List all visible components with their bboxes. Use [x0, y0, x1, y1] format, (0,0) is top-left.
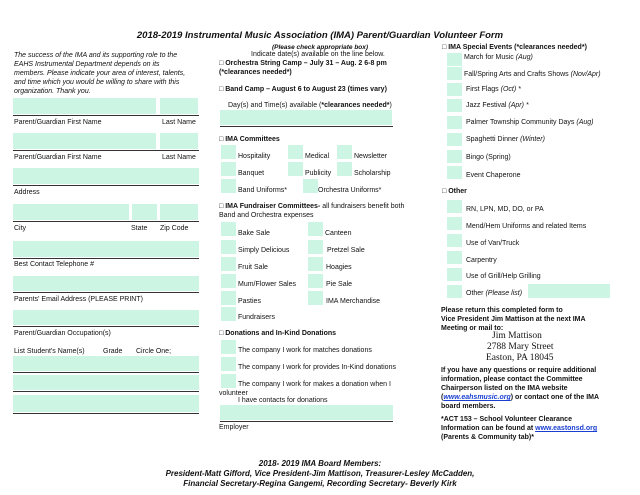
last-name-1-input[interactable] [160, 98, 198, 114]
student-3-input[interactable] [13, 395, 199, 412]
zip-label: Zip Code [160, 225, 189, 232]
bake-sale-input[interactable] [221, 222, 236, 236]
phone-input[interactable] [13, 241, 199, 257]
divider [13, 326, 199, 327]
first-name-label: Parent/Guardian First Name [14, 154, 102, 161]
simply-delicious-input[interactable] [221, 240, 236, 254]
act-text: (Parents & Community tab)* [441, 434, 534, 441]
pasties-input[interactable] [221, 291, 236, 305]
donation-volunteer: The company I work for makes a donation when I [238, 381, 391, 388]
fundraiser-pretzel-sale: Pretzel Sale [327, 247, 365, 254]
other-grill: Use of Grill/Help Grilling [466, 273, 541, 280]
event-palmer-days: Palmer Township Community Days (Aug) [466, 119, 594, 126]
dates-intro: Indicate date(s) available on the line below. [251, 51, 385, 58]
fundraiser-pie-sale: Pie Sale [326, 281, 353, 288]
form-subtitle: (Please check appropriate box) [271, 44, 369, 51]
donation-inkind: The company I work for provides In-Kind donations [238, 364, 396, 371]
first-name-label: Parent/Guardian First Name [14, 119, 102, 126]
occupation-input[interactable] [13, 310, 199, 325]
return-text: Please return this completed form to [441, 307, 563, 314]
address-label: Address [14, 189, 40, 196]
last-name-label: Last Name [162, 154, 196, 161]
checkbox-icon: □ [442, 188, 447, 195]
divider [13, 292, 199, 293]
orchestra-camp-option[interactable]: □ Orchestra String Camp – July 31 – Aug. 2 6-8 pm [219, 60, 387, 67]
mail-street: 2788 Mary Street [487, 342, 554, 352]
orchestra-uniforms-input[interactable] [303, 179, 318, 193]
band-times-input[interactable] [220, 110, 392, 125]
bingo-input[interactable] [447, 150, 462, 163]
address-input[interactable] [13, 168, 199, 184]
donation-volunteer-cont: volunteer [219, 390, 248, 397]
donation-volunteer-input[interactable] [221, 374, 236, 388]
committee-banquet: Banquet [238, 170, 265, 177]
special-events-header: □ IMA Special Events (*clearances needed*) [442, 44, 587, 51]
committee-orchestra-uniforms: Orchestra Uniforms* [318, 187, 382, 194]
eastonsd-link[interactable]: www.eastonsd.org [535, 425, 598, 432]
band-camp-option[interactable]: □ Band Camp – August 6 to August 23 (times vary) [219, 86, 387, 93]
mail-city: Easton, PA 18045 [486, 353, 554, 363]
committee-medical: Medical [305, 153, 330, 160]
mum-flower-input[interactable] [221, 274, 236, 288]
march-music-input[interactable] [447, 53, 462, 66]
board-line-2: Financial Secretary-Regina Gangemi, Recording Secretary- Beverly Kirk [183, 479, 457, 488]
occupation-label: Parent/Guardian Occupation(s) [14, 330, 111, 337]
employer-label: Employer [219, 424, 249, 431]
act-text-line: Information can be found at www.eastonsd.org [441, 425, 598, 432]
orchestra-camp-note: (*clearances needed*) [219, 69, 292, 76]
van-truck-input[interactable] [447, 234, 462, 247]
divider [220, 421, 393, 422]
other-carpentry: Carpentry [466, 257, 497, 264]
donation-contacts: I have contacts for donations [238, 397, 328, 404]
return-text: Meeting or mail to: [441, 325, 504, 332]
fundraiser-canteen: Canteen [325, 230, 352, 237]
fundraiser-ima-merch: IMA Merchandise [326, 298, 381, 305]
committees-header: □ IMA Committees [219, 136, 280, 143]
committee-band-uniforms: Band Uniforms* [238, 187, 288, 194]
other-medical-pro: RN, LPN, MD, DO, or PA [466, 206, 544, 213]
questions-text: If you have any questions or require additional [441, 367, 597, 374]
intro-line: and time which you would be willing to share with this [14, 79, 180, 86]
board-header: 2018- 2019 IMA Board Members: [258, 459, 382, 468]
pretzel-sale-input[interactable] [308, 240, 323, 254]
fundraiser-note: Band and Orchestra expenses [219, 212, 314, 219]
medical-input[interactable] [288, 145, 303, 159]
event-bingo: Bingo (Spring) [466, 154, 511, 161]
donation-match-input[interactable] [221, 340, 236, 354]
intro-line: members. Please indicate your area of interest, talents, [14, 70, 186, 77]
checkbox-icon: □ [219, 203, 224, 210]
newsletter-input[interactable] [337, 145, 352, 159]
medical-pro-input[interactable] [447, 200, 462, 213]
grade-label: Grade [103, 348, 123, 355]
fundraiser-mum-flower: Mum/Flower Sales [238, 281, 296, 288]
event-jazz-fest: Jazz Festival (Apr) * [466, 102, 529, 109]
fundraiser-general: Fundraisers [238, 314, 275, 321]
email-input[interactable] [13, 276, 199, 291]
donation-match: The company I work for matches donations [238, 347, 372, 354]
divider [13, 372, 199, 373]
checkbox-icon: □ [442, 44, 447, 51]
act-text: *ACT 153 – School Volunteer Clearance [441, 416, 572, 423]
student-1-input[interactable] [13, 356, 199, 371]
spaghetti-dinner-input[interactable] [447, 133, 462, 146]
board-line-1: President-Matt Gifford, Vice President-Jim Mattison, Treasurer-Lesley McCadden, [165, 469, 475, 478]
canteen-input[interactable] [308, 222, 323, 236]
divider [13, 391, 199, 392]
first-name-1-input[interactable] [13, 98, 156, 114]
divider [13, 115, 199, 116]
event-spaghetti-dinner: Spaghetti Dinner (Winter) [466, 136, 545, 143]
event-chaperone: Event Chaperone [466, 172, 521, 179]
other-header: □ Other [442, 188, 467, 195]
band-uniforms-input[interactable] [221, 179, 236, 193]
last-name-label: Last Name [162, 119, 196, 126]
fundraiser-fruit-sale: Fruit Sale [238, 264, 268, 271]
hoagies-input[interactable] [308, 257, 323, 271]
checkbox-icon[interactable]: □ [219, 60, 224, 67]
palmer-days-input[interactable] [447, 116, 462, 129]
checkbox-icon[interactable]: □ [219, 86, 224, 93]
questions-text: board members. [441, 403, 496, 410]
divider [13, 150, 199, 151]
hospitality-input[interactable] [221, 145, 236, 159]
email-label: Parents' Email Address (PLEASE PRINT) [14, 296, 143, 303]
divider [220, 126, 393, 127]
zip-input[interactable] [160, 204, 198, 220]
ima-merch-input[interactable] [308, 291, 323, 305]
other-list-input[interactable] [528, 284, 610, 298]
employer-input[interactable] [220, 405, 393, 420]
donation-inkind-input[interactable] [221, 357, 236, 371]
student-names-label: List Student's Name(s) [14, 348, 85, 355]
fundraiser-header: □ IMA Fundraiser Committees- all fundraisers benefit both [219, 203, 405, 210]
event-march-music: March for Music (Aug) [464, 54, 533, 61]
questions-text: Chairperson listed on the IMA website [441, 385, 568, 392]
first-flags-input[interactable] [447, 83, 462, 96]
state-input[interactable] [132, 204, 157, 220]
fruit-sale-input[interactable] [221, 257, 236, 271]
circle-one-label: Circle One; [136, 348, 172, 355]
city-input[interactable] [13, 204, 129, 220]
scholarship-input[interactable] [337, 162, 352, 176]
committee-newsletter: Newsletter [354, 153, 388, 160]
fundraisers-input[interactable] [221, 307, 236, 321]
fundraiser-pasties: Pasties [238, 298, 261, 305]
state-label: State [131, 225, 148, 232]
fundraiser-hoagies: Hoagies [326, 264, 352, 271]
banquet-input[interactable] [221, 162, 236, 176]
first-name-2-input[interactable] [13, 133, 156, 149]
other-list-label: Other (Please list) [466, 290, 523, 297]
questions-text: information, please contact the Committee [441, 376, 583, 383]
committee-publicity: Publicity [305, 170, 332, 177]
divider [13, 413, 199, 414]
checkbox-icon: □ [219, 136, 224, 143]
committee-hospitality: Hospitality [238, 153, 271, 160]
band-times-label: Day(s) and Time(s) available (*clearances needed*) [228, 102, 392, 109]
pie-sale-input[interactable] [308, 274, 323, 288]
city-label: City [14, 225, 27, 232]
donations-header: □ Donations and In-Kind Donations [219, 330, 337, 337]
fundraiser-simply-delicious: Simply Delicious [238, 247, 290, 254]
other-van-truck: Use of Van/Truck [466, 240, 520, 247]
student-2-input[interactable] [13, 375, 199, 390]
intro-line: The success of the IMA and its supporting role to the [14, 52, 178, 59]
jazz-fest-input[interactable] [447, 99, 462, 112]
arts-crafts-input[interactable] [447, 67, 462, 80]
other-mend-hem: Mend/Hem Uniforms and related Items [466, 223, 587, 230]
divider [13, 221, 199, 222]
mend-hem-input[interactable] [447, 217, 462, 230]
mail-name: Jim Mattison [492, 331, 542, 341]
last-name-2-input[interactable] [160, 133, 198, 149]
grill-input[interactable] [447, 268, 462, 281]
phone-label: Best Contact Telephone # [14, 261, 95, 268]
chaperone-input[interactable] [447, 166, 462, 179]
publicity-input[interactable] [288, 162, 303, 176]
carpentry-input[interactable] [447, 251, 462, 264]
committee-scholarship: Scholarship [354, 170, 391, 177]
questions-website-line: (www.eahsmusic.org) or contact one of the IMA [441, 394, 600, 401]
fundraiser-bake-sale: Bake Sale [238, 230, 270, 237]
event-first-flags: First Flags (Oct) * [466, 86, 521, 93]
checkbox-icon: □ [219, 330, 224, 337]
return-text: Vice President Jim Mattison at the next IMA [441, 316, 586, 323]
divider [13, 185, 199, 186]
intro-line: organization. Thank you. [14, 88, 91, 95]
website-link[interactable]: www.eahsmusic.org [443, 394, 511, 401]
event-arts-crafts: Fall/Spring Arts and Crafts Shows (Nov/Apr) [464, 71, 601, 78]
other-list-check[interactable] [447, 285, 462, 298]
form-title: 2018-2019 Instrumental Music Association (IMA) Parent/Guardian Volunteer Form [136, 30, 504, 41]
intro-line: EAHS Instrumental Department depends on its [14, 61, 160, 68]
divider [13, 258, 199, 259]
